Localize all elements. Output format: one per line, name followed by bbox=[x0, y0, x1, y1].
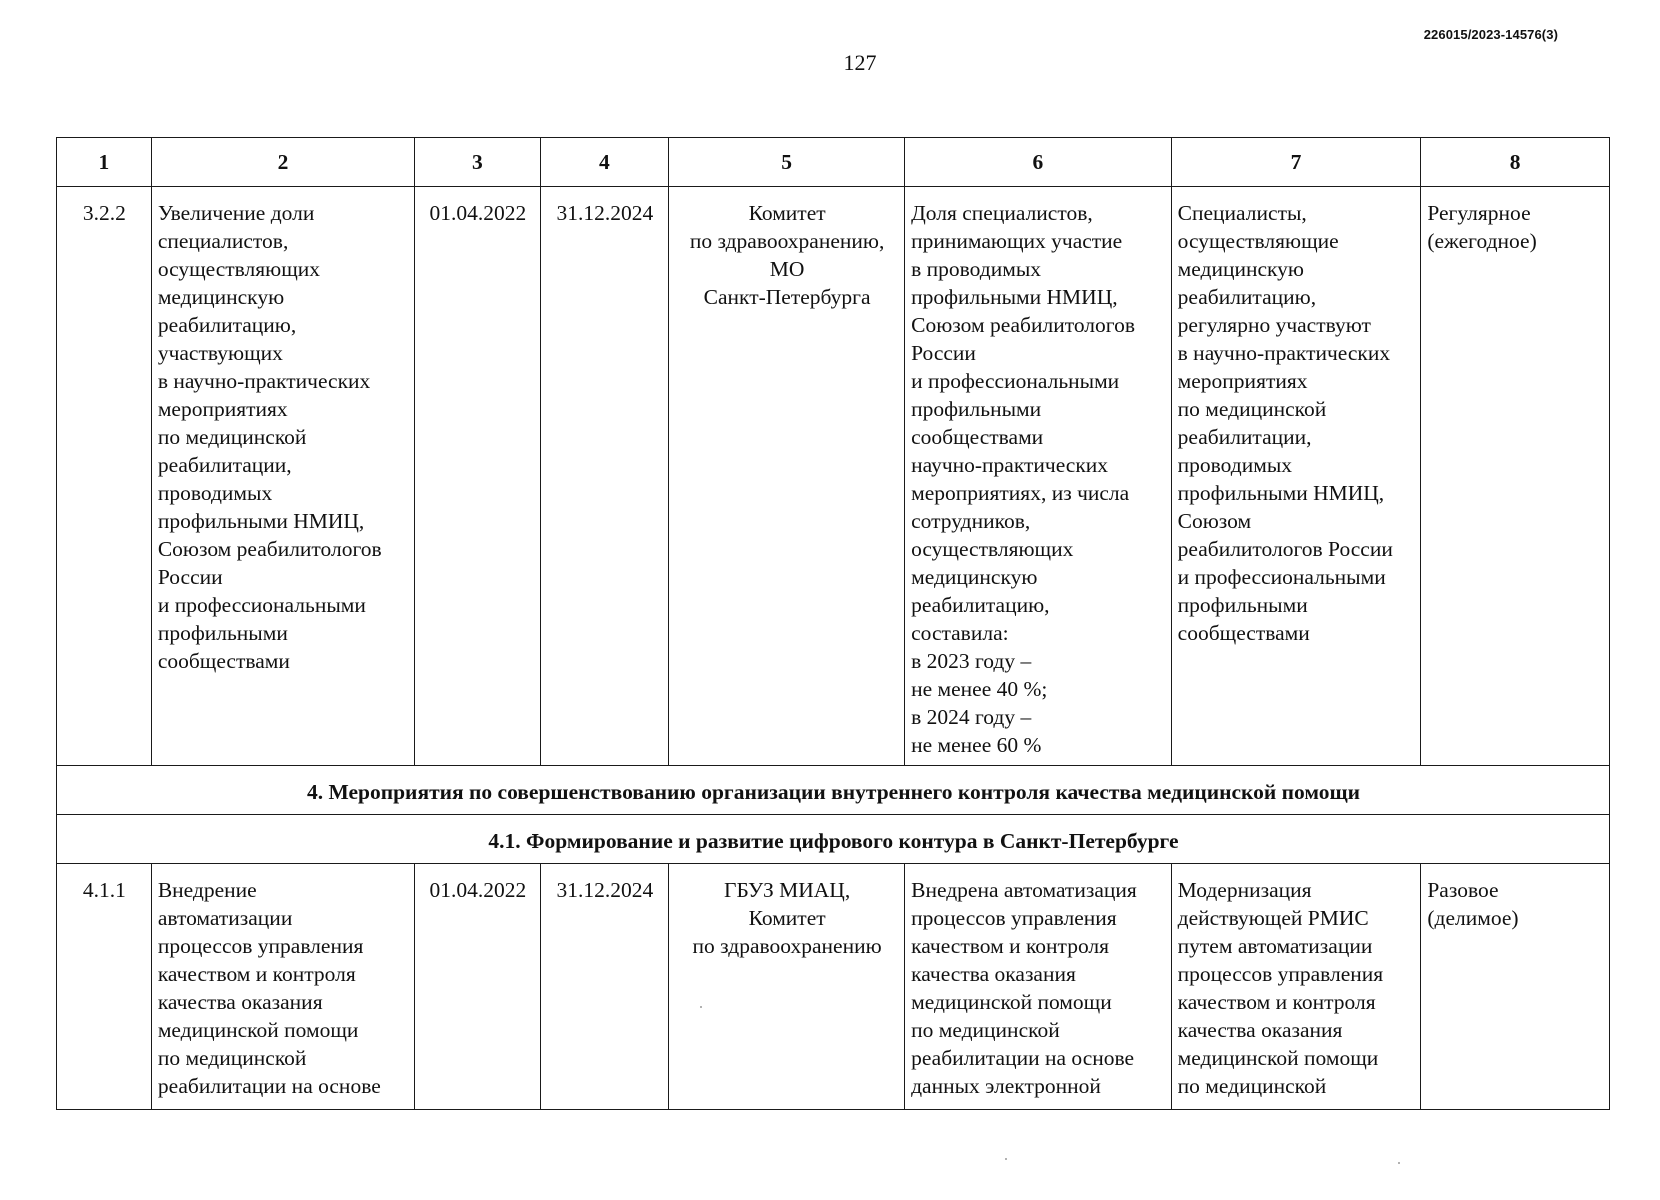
cell-text-line: реабилитацию, bbox=[1177, 285, 1317, 309]
cell-text-line: (ежегодное) bbox=[1427, 229, 1537, 253]
cell-text-line: реабилитации на основе bbox=[157, 1074, 381, 1098]
cell-text-line: проводимых bbox=[1177, 453, 1293, 477]
cell-text-line: профильными bbox=[157, 621, 288, 645]
row-number: 4.1.1 bbox=[57, 864, 152, 1110]
cell-text-line: научно-практических bbox=[911, 453, 1109, 477]
cell-text-line: Санкт-Петербурга bbox=[703, 285, 871, 309]
cell-text-line: качеством и контроля bbox=[1177, 990, 1376, 1014]
cell-text-line: Союзом реабилитологов bbox=[157, 537, 382, 561]
cell-text-line: автоматизации bbox=[157, 906, 293, 930]
cell-text-line: специалистов, bbox=[157, 229, 289, 253]
cell-text-line: в научно-практических bbox=[157, 369, 371, 393]
cell-text-line: участвующих bbox=[157, 341, 283, 365]
column-header-2: 2 bbox=[151, 138, 414, 187]
scan-speck bbox=[1005, 1158, 1007, 1160]
column-header-3: 3 bbox=[415, 138, 540, 187]
column-header-1: 1 bbox=[57, 138, 152, 187]
cell-text-line: данных электронной bbox=[911, 1074, 1101, 1098]
cell-text-line: путем автоматизации bbox=[1177, 934, 1373, 958]
cell-text-line: качества оказания bbox=[157, 990, 323, 1014]
cell-text-line: качеством и контроля bbox=[157, 962, 356, 986]
cell-text-line: и профессиональными bbox=[911, 369, 1120, 393]
cell-text-line: и профессиональными bbox=[1177, 565, 1386, 589]
cell-text-line: России bbox=[157, 565, 223, 589]
cell-text-line: сообществами bbox=[157, 649, 290, 673]
table-row bbox=[57, 187, 1610, 766]
row-number: 3.2.2 bbox=[57, 187, 152, 766]
cell-text-line: мероприятиях bbox=[1177, 369, 1308, 393]
cell-text-line: в проводимых bbox=[911, 257, 1042, 281]
end-date: 31.12.2024 bbox=[540, 187, 669, 766]
cell-text-line: в научно-практических bbox=[1177, 341, 1391, 365]
cell-text-line: реабилитацию, bbox=[157, 313, 297, 337]
column-number-header-row bbox=[57, 138, 1610, 187]
cell-text-line: реабилитации, bbox=[157, 453, 292, 477]
cell-text-line: медицинскую bbox=[157, 285, 285, 309]
cell-text-line: проводимых bbox=[157, 481, 273, 505]
cell-text-line: по здравоохранению bbox=[692, 934, 882, 958]
cell-text-line: качества оказания bbox=[911, 962, 1076, 986]
cell-text-line: по медицинской bbox=[1177, 1074, 1327, 1098]
responsible-party bbox=[669, 187, 905, 766]
cell-text-line: действующей РМИС bbox=[1177, 906, 1369, 930]
scan-speck bbox=[1398, 1162, 1400, 1164]
cell-text-line: Комитет bbox=[748, 906, 826, 930]
document-registration-number: 226015/2023-14576(3) bbox=[1423, 27, 1558, 42]
scan-speck bbox=[700, 1006, 702, 1008]
indicator-description bbox=[905, 187, 1172, 766]
cell-text-line: по медицинской bbox=[157, 1046, 307, 1070]
cell-text-line: в 2023 году – bbox=[911, 649, 1032, 673]
cell-text-line: осуществляющие bbox=[1177, 229, 1339, 253]
cell-text-line: процессов управления bbox=[911, 906, 1117, 930]
column-header-7: 7 bbox=[1171, 138, 1421, 187]
cell-text-line: по медицинской bbox=[911, 1018, 1060, 1042]
cell-text-line: по здравоохранению, bbox=[689, 229, 885, 253]
cell-text-line: Специалисты, bbox=[1177, 201, 1307, 225]
cell-text-line: медицинской помощи bbox=[1177, 1046, 1379, 1070]
cell-text-line: мероприятиях bbox=[157, 397, 288, 421]
section-4-1-title: 4.1. Формирование и развитие цифрового контура в Санкт-Петербурге bbox=[57, 815, 1610, 864]
cell-text-line: (делимое) bbox=[1427, 906, 1519, 930]
cell-text-line: сообществами bbox=[1177, 621, 1310, 645]
cell-text-line: осуществляющих bbox=[911, 537, 1074, 561]
cell-text-line: профильными НМИЦ, bbox=[911, 285, 1118, 309]
start-date: 01.04.2022 bbox=[415, 187, 540, 766]
cell-text-line: Модернизация bbox=[1177, 878, 1312, 902]
indicator-description bbox=[905, 864, 1172, 1110]
cell-text-line: принимающих участие bbox=[911, 229, 1123, 253]
section-heading-row bbox=[57, 766, 1610, 815]
cell-text-line: МО bbox=[769, 257, 805, 281]
cell-text-line: в 2024 году – bbox=[911, 705, 1032, 729]
cell-text-line: Внедрена автоматизация bbox=[911, 878, 1137, 902]
event-type bbox=[1421, 864, 1610, 1110]
section-4-title: 4. Мероприятия по совершенствованию организации внутреннего контроля качества медицинской помощи bbox=[57, 766, 1610, 815]
column-header-6: 6 bbox=[905, 138, 1172, 187]
table-row bbox=[57, 864, 1610, 1110]
cell-text-line: по медицинской bbox=[157, 425, 307, 449]
cell-text-line: Доля специалистов, bbox=[911, 201, 1093, 225]
cell-text-line: профильными bbox=[911, 397, 1042, 421]
cell-text-line: реабилитации на основе bbox=[911, 1046, 1135, 1070]
cell-text-line: медицинской помощи bbox=[157, 1018, 359, 1042]
cell-text-line: по медицинской bbox=[1177, 397, 1327, 421]
cell-text-line: процессов управления bbox=[1177, 962, 1384, 986]
cell-text-line: не менее 40 %; bbox=[911, 677, 1048, 701]
cell-text-line: процессов управления bbox=[157, 934, 364, 958]
cell-text-line: реабилитацию, bbox=[911, 593, 1050, 617]
cell-text-line: качеством и контроля bbox=[911, 934, 1110, 958]
end-date: 31.12.2024 bbox=[540, 864, 669, 1110]
cell-text-line: профильными НМИЦ, bbox=[157, 509, 365, 533]
event-description bbox=[151, 864, 414, 1110]
column-header-8: 8 bbox=[1421, 138, 1610, 187]
cell-text-line: Увеличение доли bbox=[157, 201, 315, 225]
cell-text-line: Комитет bbox=[748, 201, 826, 225]
cell-text-line: сотрудников, bbox=[911, 509, 1031, 533]
cell-text-line: Внедрение bbox=[157, 878, 257, 902]
cell-text-line: составила: bbox=[911, 621, 1009, 645]
result-description bbox=[1171, 187, 1421, 766]
event-description bbox=[151, 187, 414, 766]
cell-text-line: мероприятиях, из числа bbox=[911, 481, 1130, 505]
cell-text-line: медицинскую bbox=[911, 565, 1038, 589]
cell-text-line: реабилитологов России bbox=[1177, 537, 1393, 561]
cell-text-line: Регулярное bbox=[1427, 201, 1531, 225]
cell-text-line: профильными bbox=[1177, 593, 1308, 617]
activities-table bbox=[56, 137, 1610, 1110]
cell-text-line: осуществляющих bbox=[157, 257, 321, 281]
cell-text-line: регулярно участвуют bbox=[1177, 313, 1371, 337]
column-header-4: 4 bbox=[540, 138, 669, 187]
cell-text-line: медицинскую bbox=[1177, 257, 1304, 281]
cell-text-line: России bbox=[911, 341, 976, 365]
cell-text-line: не менее 60 % bbox=[911, 733, 1042, 757]
subsection-heading-row bbox=[57, 815, 1610, 864]
event-type bbox=[1421, 187, 1610, 766]
column-header-5: 5 bbox=[669, 138, 905, 187]
page-number: 127 bbox=[843, 50, 877, 75]
responsible-party bbox=[669, 864, 905, 1110]
cell-text-line: профильными НМИЦ, bbox=[1177, 481, 1385, 505]
cell-text-line: медицинской помощи bbox=[911, 990, 1112, 1014]
cell-text-line: реабилитации, bbox=[1177, 425, 1312, 449]
cell-text-line: Союзом bbox=[1177, 509, 1252, 533]
cell-text-line: Союзом реабилитологов bbox=[911, 313, 1135, 337]
cell-text-line: и профессиональными bbox=[157, 593, 366, 617]
cell-text-line: качества оказания bbox=[1177, 1018, 1343, 1042]
cell-text-line: Разовое bbox=[1427, 878, 1499, 902]
cell-text-line: сообществами bbox=[911, 425, 1044, 449]
result-description bbox=[1171, 864, 1421, 1110]
cell-text-line: ГБУЗ МИАЦ, bbox=[724, 878, 851, 902]
start-date: 01.04.2022 bbox=[415, 864, 540, 1110]
